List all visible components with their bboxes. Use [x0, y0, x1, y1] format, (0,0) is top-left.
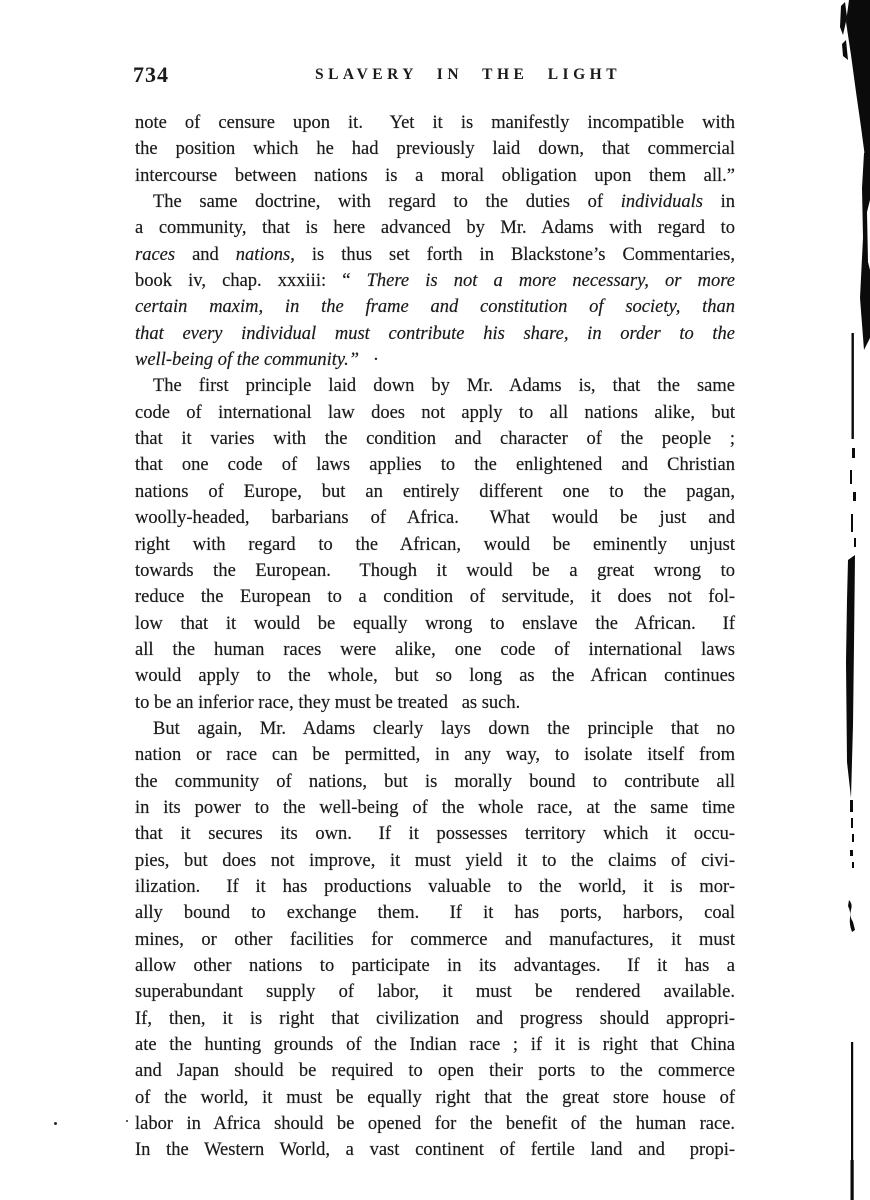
text-segment: The first principle laid down by Mr. Adams is, that the same: [153, 376, 735, 397]
text-line: [135, 452, 735, 478]
text-block: [135, 110, 735, 1164]
text-line: [135, 979, 735, 1005]
text-segment: that it secures its own. If it possesses territory which it occu-: [135, 824, 735, 845]
text-segment: and Japan should be required to open their ports to the commerce: [135, 1061, 735, 1082]
text-line: [135, 1032, 735, 1058]
text-line: [135, 1058, 735, 1084]
text-segment: towards the European. Though it would be a great wrong to: [135, 560, 735, 581]
text-line: [135, 611, 735, 637]
text-segment: would apply to the whole, but so long as the African continues: [135, 666, 735, 687]
text-segment: a community, that is here advanced by Mr. Adams with regard to: [135, 218, 735, 239]
text-line: [135, 268, 735, 294]
text-segment: But again, Mr. Adams clearly lays down the principle that no: [153, 718, 735, 739]
text-line: [135, 110, 735, 136]
text-line: [135, 532, 735, 558]
text-line: [135, 690, 735, 716]
text-segment: nations: [235, 244, 291, 265]
text-segment: code of international law does not apply to all nations alike, but: [135, 402, 735, 423]
text-segment: labor in Africa should be opened for the benefit of the human race.: [135, 1114, 735, 1135]
text-line: [135, 953, 735, 979]
text-line: [135, 927, 735, 953]
text-line: [135, 347, 735, 373]
text-segment: ·: [359, 350, 380, 371]
text-segment: ally bound to exchange them. If it has ports, harbors, coal: [135, 903, 735, 924]
text-segment: that it varies with the condition and character of the people ;: [135, 429, 735, 450]
text-line: [135, 505, 735, 531]
text-line: [135, 215, 735, 241]
paragraph: [135, 716, 735, 1164]
text-segment: book iv, chap. xxxiii: “: [135, 271, 367, 292]
text-line: [135, 163, 735, 189]
text-segment: woolly-headed, barbarians of Africa. What would be just and: [135, 508, 735, 529]
text-line: [135, 426, 735, 452]
text-segment: and: [175, 244, 236, 265]
text-segment: There is not a more necessary, or more: [366, 271, 735, 292]
text-line: [135, 795, 735, 821]
text-segment: the community of nations, but is morally bound to contribute all: [135, 771, 735, 792]
running-header: SLAVERY IN THE LIGHT: [314, 66, 622, 83]
text-segment: ate the hunting grounds of the Indian race ; if it is right that China: [135, 1035, 735, 1056]
text-segment: certain maxim, in the frame and constitution of society, than: [135, 297, 735, 318]
text-line: [135, 900, 735, 926]
text-line: [135, 558, 735, 584]
text-line: [135, 716, 735, 742]
text-segment: mines, or other facilities for commerce and manufactures, it must: [135, 929, 735, 950]
text-segment: in its power to the well-being of the whole race, at the same time: [135, 797, 735, 818]
text-segment: , is thus set forth in Blackstone’s Commentaries,: [290, 244, 735, 265]
text-line: [135, 294, 735, 320]
text-segment: low that it would be equally wrong to enslave the African. If: [135, 613, 735, 634]
text-segment: reduce the European to a condition of servitude, it does not fol-: [135, 587, 735, 608]
text-line: [135, 874, 735, 900]
text-line: [135, 742, 735, 768]
text-segment: nations of Europe, but an entirely different one to the pagan,: [135, 481, 735, 502]
text-line: [135, 242, 735, 268]
paragraph: [135, 110, 735, 189]
text-segment: right with regard to the African, would be eminently unjust: [135, 534, 735, 555]
text-segment: In the Western World, a vast continent of fertile land and propi-: [135, 1140, 735, 1161]
text-line: [135, 321, 735, 347]
text-line: [135, 1111, 735, 1137]
text-segment: pies, but does not improve, it must yield it to the claims of civi-: [135, 850, 735, 871]
text-segment: well-being of the community.”: [135, 350, 360, 371]
text-segment: that one code of laws applies to the enlightened and Christian: [135, 455, 735, 476]
text-line: [135, 663, 735, 689]
scan-binding-artifact: [830, 0, 870, 1200]
text-segment: nation or race can be permitted, in any way, to isolate itself from: [135, 745, 735, 766]
text-line: [135, 821, 735, 847]
text-line: [135, 136, 735, 162]
text-segment: superabundant supply of labor, it must be rendered available.: [135, 982, 735, 1003]
text-line: [135, 1085, 735, 1111]
scan-speck: [126, 1120, 128, 1122]
text-segment: ilization. If it has productions valuable to the world, it is mor-: [135, 876, 735, 897]
text-line: [135, 769, 735, 795]
text-line: [135, 1006, 735, 1032]
text-segment: to be an inferior race, they must be treated as such.: [135, 692, 521, 713]
text-segment: note of censure upon it. Yet it is manifestly incompatible with: [135, 113, 735, 133]
text-line: [135, 479, 735, 505]
page-number: 734: [133, 62, 169, 87]
text-line: [135, 400, 735, 426]
text-line: [135, 1137, 735, 1163]
text-segment: that every individual must contribute his share, in order to the: [135, 323, 735, 344]
text-line: [135, 189, 735, 215]
text-segment: individuals: [620, 192, 703, 213]
text-segment: the position which he had previously laid down, that commercial: [135, 139, 735, 160]
text-segment: in: [702, 192, 735, 213]
text-line: [135, 584, 735, 610]
text-line: [135, 848, 735, 874]
text-segment: races: [135, 244, 176, 265]
text-segment: The same doctrine, with regard to the duties of: [153, 192, 621, 213]
paragraph: [135, 373, 735, 715]
text-line: [135, 637, 735, 663]
paragraph: [135, 189, 735, 373]
text-segment: If, then, it is right that civilization and progress should appropri-: [135, 1008, 735, 1029]
text-segment: all the human races were alike, one code of international laws: [135, 639, 735, 660]
scan-speck: [54, 1122, 57, 1125]
text-segment: intercourse between nations is a moral obligation upon them all.”: [135, 165, 735, 186]
text-segment: allow other nations to participate in its advantages. If it has a: [135, 956, 735, 976]
text-line: [135, 373, 735, 399]
text-segment: of the world, it must be equally right that the great store house of: [135, 1087, 735, 1108]
